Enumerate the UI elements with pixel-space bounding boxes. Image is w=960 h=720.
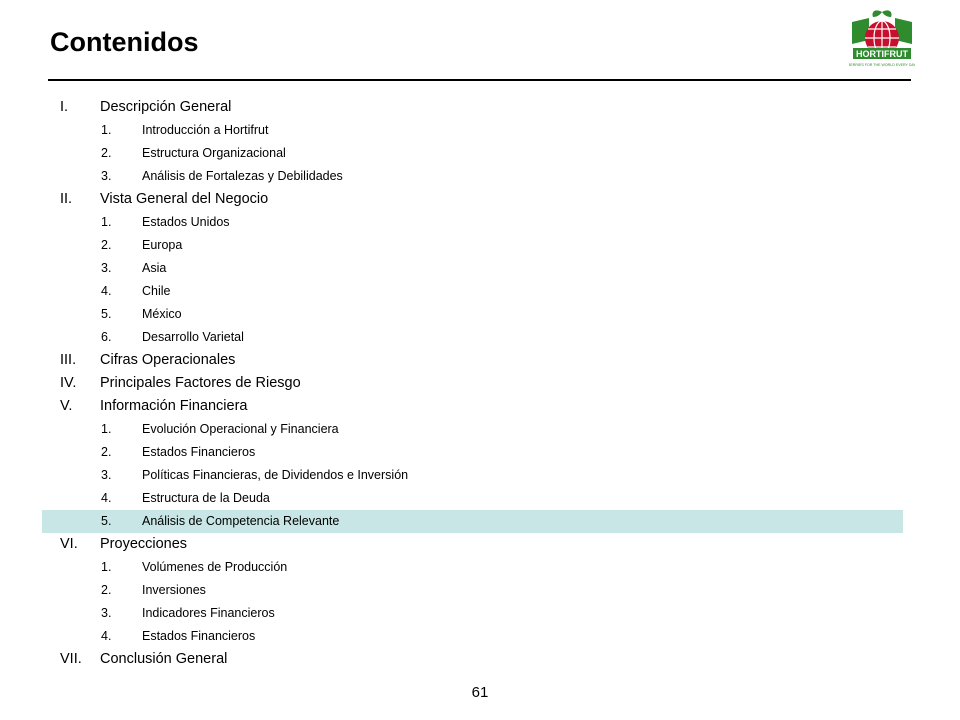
toc-subsection [0, 326, 960, 349]
toc-subsection [0, 579, 960, 602]
toc-item-text: Desarrollo Varietal [142, 330, 244, 344]
toc-item-text: Volúmenes de Producción [142, 560, 288, 574]
toc-subsection [0, 441, 960, 464]
toc-item-text: Vista General del Negocio [100, 191, 269, 207]
toc-item-number: 4. [101, 284, 112, 298]
toc-item-text: México [142, 307, 182, 321]
toc-subsection [0, 142, 960, 165]
title-underline [48, 79, 911, 81]
toc-subsection [0, 280, 960, 303]
toc-subsection [0, 165, 960, 188]
toc-subsection [0, 234, 960, 257]
page-number: 61 [471, 684, 489, 701]
toc-item-text: Inversiones [142, 583, 206, 597]
logo-tagline-text: BERRIES FOR THE WORLD EVERY DAY [849, 63, 915, 67]
toc-subsection [0, 625, 960, 648]
toc-section [0, 372, 960, 395]
toc-item-number: 2. [101, 238, 112, 252]
toc-item-number: 3. [101, 169, 112, 183]
toc-subsection [0, 556, 960, 579]
toc-item-number: VII. [60, 651, 82, 667]
toc-section [0, 648, 960, 671]
toc-item-number: 5. [101, 514, 112, 528]
toc-item-text: Cifras Operacionales [100, 352, 236, 368]
toc-section [0, 349, 960, 372]
toc-section [0, 96, 960, 119]
toc-item-number: 1. [101, 123, 112, 137]
toc-item-number: 1. [101, 422, 112, 436]
toc-subsection [0, 257, 960, 280]
toc-item-text: Conclusión General [100, 651, 228, 667]
toc-item-number: 1. [101, 560, 112, 574]
toc-item-text: Estructura Organizacional [142, 146, 286, 160]
toc-subsection [0, 602, 960, 625]
toc-item-number: 4. [101, 629, 112, 643]
toc-item-number: 1. [101, 215, 112, 229]
toc-section [0, 533, 960, 556]
toc-item-text: Estados Unidos [142, 215, 230, 229]
toc-item-text: Análisis de Fortalezas y Debilidades [142, 169, 343, 183]
logo-brand-text: HORTIFRUT [856, 49, 908, 59]
toc-item-text: Información Financiera [100, 398, 248, 414]
toc-section [0, 395, 960, 418]
toc-item-number: 3. [101, 468, 112, 482]
toc-item-text: Asia [142, 261, 167, 275]
hortifrut-logo [849, 8, 915, 72]
toc-item-text: Principales Factores de Riesgo [100, 375, 301, 391]
toc-item-number: 5. [101, 307, 112, 321]
toc-item-number: I. [60, 99, 69, 115]
toc-item-number: III. [60, 352, 77, 368]
toc-item-text: Estructura de la Deuda [142, 491, 270, 505]
toc-item-text: Evolución Operacional y Financiera [142, 422, 339, 436]
page-title: Contenidos [50, 27, 199, 57]
toc-item-text: Estados Financieros [142, 445, 256, 459]
toc-item-text: Introducción a Hortifrut [142, 123, 269, 137]
toc-subsection [42, 510, 903, 533]
toc-item-number: IV. [60, 375, 77, 391]
toc-subsection [0, 119, 960, 142]
toc-item-number: 2. [101, 146, 112, 160]
toc-item-number: V. [60, 398, 73, 414]
toc-section [0, 188, 960, 211]
toc-item-text: Indicadores Financieros [142, 606, 275, 620]
toc-subsection [0, 464, 960, 487]
toc-item-number: 3. [101, 606, 112, 620]
toc-item-text: Chile [142, 284, 171, 298]
toc-subsection [0, 487, 960, 510]
toc-subsection [0, 303, 960, 326]
toc-item-text: Análisis de Competencia Relevante [142, 514, 340, 528]
toc-item-number: II. [60, 191, 73, 207]
toc-item-number: 6. [101, 330, 112, 344]
toc-item-text: Europa [142, 238, 183, 252]
toc-item-number: 2. [101, 445, 112, 459]
toc-item-text: Políticas Financieras, de Dividendos e Inversión [142, 468, 409, 482]
toc-subsection [0, 211, 960, 234]
table-of-contents [0, 96, 960, 671]
toc-item-text: Proyecciones [100, 536, 188, 552]
toc-item-number: 2. [101, 583, 112, 597]
toc-item-number: VI. [60, 536, 78, 552]
toc-subsection [0, 418, 960, 441]
toc-item-text: Descripción General [100, 99, 232, 115]
toc-item-text: Estados Financieros [142, 629, 256, 643]
toc-item-number: 4. [101, 491, 112, 505]
toc-item-number: 3. [101, 261, 112, 275]
